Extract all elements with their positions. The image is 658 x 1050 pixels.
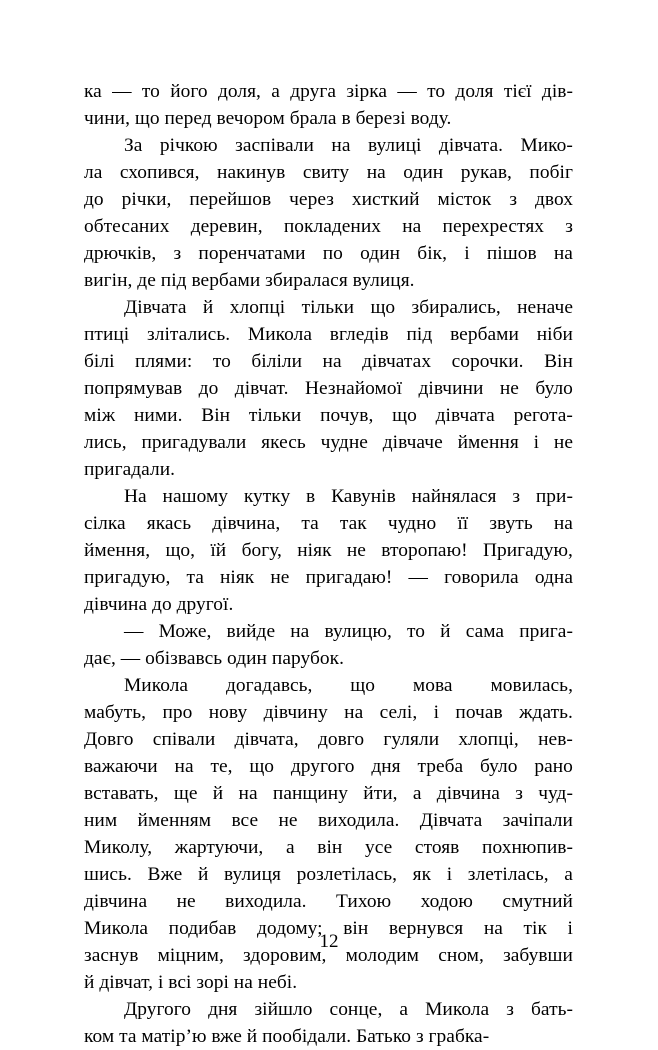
text-word: дівчат. xyxy=(234,378,289,399)
text-word: все xyxy=(231,810,259,831)
text-word: вербами xyxy=(450,324,519,345)
text-word: білі xyxy=(84,351,115,372)
text-line xyxy=(84,510,573,537)
text-word: доля, xyxy=(217,81,261,102)
text-word: Микола xyxy=(247,324,312,345)
text-word: Довго xyxy=(84,729,134,750)
text-word: подибав xyxy=(168,918,237,939)
text-word: зачіпали xyxy=(502,810,573,831)
text-word: жартуючи, xyxy=(174,837,264,858)
text-word: звуть xyxy=(489,513,533,534)
text-word: з xyxy=(506,999,514,1020)
text-word: не xyxy=(346,540,366,561)
text-word: — xyxy=(408,567,428,588)
text-word: сілка xyxy=(84,513,126,534)
text-word: на xyxy=(290,621,310,642)
text-word: панщину xyxy=(272,783,348,804)
text-word: птиці xyxy=(84,324,130,345)
text-word: її xyxy=(457,513,469,534)
text-word: на xyxy=(344,702,364,723)
text-word: а xyxy=(564,864,573,885)
text-word: та xyxy=(301,513,319,534)
text-word: з xyxy=(509,189,518,210)
text-word: вулиці xyxy=(367,135,422,156)
text-word: догадавсь, xyxy=(225,675,313,696)
text-word: сном, xyxy=(438,945,484,966)
text-word: рано xyxy=(534,756,573,777)
text-word: його xyxy=(170,81,208,102)
text-line xyxy=(84,402,573,429)
text-word: зійшло xyxy=(254,999,313,1020)
text-line xyxy=(84,483,573,510)
text-word: рукав, xyxy=(460,162,512,183)
text-word: дівчата xyxy=(435,405,495,426)
text-word: дівчини xyxy=(418,378,484,399)
text-word: плями: xyxy=(135,351,193,372)
text-line xyxy=(84,186,573,213)
text-word: покладених xyxy=(283,216,382,237)
text-word: вулиця xyxy=(224,864,282,885)
text-word: нев- xyxy=(538,729,573,750)
text-line xyxy=(84,699,573,726)
text-word: сонце, xyxy=(329,999,383,1020)
text-word: хисткий xyxy=(351,189,420,210)
text-word: доля xyxy=(455,81,494,102)
text-word: було xyxy=(479,756,518,777)
text-word: їй xyxy=(210,540,227,561)
text-word: місток xyxy=(437,189,492,210)
text-line: й дівчат, і всі зорі на небі. xyxy=(84,972,298,993)
text-word: смутний xyxy=(502,891,573,912)
text-word: дівчина xyxy=(84,891,148,912)
text-word: не xyxy=(176,891,196,912)
text-word: на xyxy=(331,135,351,156)
text-word: хлопці xyxy=(229,297,286,318)
text-word: Незнайомої xyxy=(304,378,403,399)
text-word: тієї xyxy=(503,81,532,102)
text-word: На xyxy=(124,486,147,507)
text-word: що xyxy=(249,756,275,777)
text-word: ходою xyxy=(420,891,473,912)
text-word: селі, xyxy=(379,702,418,723)
text-word: — xyxy=(124,621,144,642)
text-word: пригадую, xyxy=(84,567,171,588)
text-word: й xyxy=(440,621,451,642)
text-word: він xyxy=(343,918,369,939)
text-word: і xyxy=(446,864,453,885)
text-word: почав xyxy=(455,702,503,723)
text-word: сорочки. xyxy=(451,351,524,372)
text-word: поренчатами xyxy=(198,243,306,264)
text-word: тільки xyxy=(301,297,355,318)
text-word: на xyxy=(322,351,342,372)
text-word: на xyxy=(402,216,422,237)
text-word: важаючи xyxy=(84,756,158,777)
text-word: з xyxy=(512,486,521,507)
text-word: Дівчата xyxy=(419,810,483,831)
text-word: Дівчата xyxy=(124,297,187,318)
text-word: збирались, xyxy=(411,297,501,318)
text-line xyxy=(84,888,573,915)
text-word: вийде xyxy=(226,621,276,642)
text-word: то xyxy=(427,81,446,102)
text-word: дівчина xyxy=(436,783,500,804)
text-word: стояв xyxy=(414,837,460,858)
text-word: по xyxy=(322,243,343,264)
text-word: пригадували xyxy=(141,432,247,453)
text-word: на xyxy=(553,243,573,264)
text-word: бать- xyxy=(531,999,573,1020)
text-word: дівчину xyxy=(263,702,328,723)
text-line xyxy=(84,132,573,159)
text-word: деревин, xyxy=(190,216,263,237)
text-word: обтесаних xyxy=(84,216,170,237)
text-line xyxy=(84,429,573,456)
text-word: заспівали xyxy=(235,135,314,156)
text-word: шись. xyxy=(84,864,132,885)
text-line: пригадали. xyxy=(84,459,176,480)
text-word: між xyxy=(84,405,116,426)
text-word: то xyxy=(141,81,160,102)
text-word: злетілась, xyxy=(467,864,549,885)
text-word: другого xyxy=(290,756,355,777)
text-word: перейшов xyxy=(189,189,272,210)
text-word: дрючків, xyxy=(84,243,157,264)
text-word: Пригадую, xyxy=(482,540,573,561)
text-word: свиту xyxy=(302,162,350,183)
text-word: якась xyxy=(146,513,192,534)
text-word: друга xyxy=(290,81,337,102)
text-word: пішов xyxy=(486,243,537,264)
text-word: Мико- xyxy=(520,135,573,156)
text-word: міцним, xyxy=(157,945,224,966)
text-word: що xyxy=(370,297,396,318)
text-word: сама xyxy=(465,621,505,642)
text-word: дівчина, xyxy=(212,513,281,534)
text-word: ним xyxy=(84,810,118,831)
text-word: похнюпив- xyxy=(482,837,573,858)
text-word: а xyxy=(285,837,295,858)
body-text xyxy=(84,78,573,1050)
text-word: дня xyxy=(208,999,238,1020)
text-word: богу, xyxy=(241,540,282,561)
text-word: і xyxy=(433,702,440,723)
text-word: забувши xyxy=(503,945,573,966)
text-line xyxy=(84,807,573,834)
text-word: не xyxy=(278,810,298,831)
text-word: дня xyxy=(371,756,401,777)
text-word: річкою xyxy=(159,135,218,156)
text-line xyxy=(84,321,573,348)
text-word: на xyxy=(483,918,503,939)
text-word: так xyxy=(339,513,367,534)
text-word: дів- xyxy=(541,81,573,102)
text-word: не xyxy=(553,432,573,453)
text-word: додому; xyxy=(256,918,323,939)
text-word: біліли xyxy=(251,351,303,372)
text-word: — xyxy=(112,81,132,102)
text-word: ка xyxy=(84,81,102,102)
text-word: прига- xyxy=(519,621,573,642)
text-word: виходила. xyxy=(225,891,307,912)
text-word: з xyxy=(515,783,523,804)
text-word: співали xyxy=(152,729,216,750)
text-word: якесь xyxy=(261,432,306,453)
text-line: ком та матір’ю вже й пообідали. Батько з грабка- xyxy=(84,1026,490,1047)
text-word: мабуть, xyxy=(84,702,147,723)
text-word: що, xyxy=(165,540,196,561)
text-word: то xyxy=(212,351,231,372)
text-word: Микола xyxy=(425,999,490,1020)
text-word: — xyxy=(397,81,417,102)
text-line xyxy=(84,618,573,645)
text-word: второпаю! xyxy=(381,540,468,561)
text-word: дівчата, xyxy=(234,729,299,750)
text-word: найнялася xyxy=(411,486,497,507)
text-word: мова xyxy=(412,675,453,696)
text-word: на xyxy=(174,756,194,777)
text-word: ніби xyxy=(536,324,573,345)
text-word: при- xyxy=(535,486,573,507)
text-line xyxy=(84,375,573,402)
text-line xyxy=(84,861,573,888)
text-word: те, xyxy=(210,756,233,777)
text-word: й xyxy=(197,864,209,885)
page-number: 12 xyxy=(319,931,339,952)
text-line xyxy=(84,537,573,564)
text-line xyxy=(84,834,573,861)
text-word: а xyxy=(399,999,409,1020)
text-word: а xyxy=(412,783,422,804)
text-word: Миколу, xyxy=(84,837,153,858)
text-word: мовилась, xyxy=(490,675,573,696)
text-word: ла xyxy=(84,162,103,183)
text-line xyxy=(84,726,573,753)
text-word: на xyxy=(366,162,386,183)
text-word: розлетілась, xyxy=(296,864,398,885)
text-line xyxy=(84,213,573,240)
text-word: попрямував xyxy=(84,378,183,399)
text-word: здоровим, xyxy=(243,945,327,966)
text-line: дівчина до другої. xyxy=(84,594,234,615)
text-word: Кавунів xyxy=(331,486,396,507)
text-word: Микола xyxy=(124,675,189,696)
text-word: річки, xyxy=(121,189,172,210)
text-word: побіг xyxy=(529,162,573,183)
text-word: говорила xyxy=(444,567,519,588)
text-word: ймення, xyxy=(84,540,151,561)
text-word: кутку xyxy=(243,486,291,507)
text-word: перехрестях xyxy=(442,216,545,237)
text-word: ще xyxy=(173,783,198,804)
text-word: й xyxy=(212,783,224,804)
text-word: на xyxy=(238,783,258,804)
text-word: про xyxy=(162,702,193,723)
text-word: За xyxy=(124,135,143,156)
text-line xyxy=(84,672,573,699)
text-word: було xyxy=(535,378,573,399)
text-word: неначе xyxy=(517,297,573,318)
text-word: йменням xyxy=(137,810,212,831)
text-word: молодим xyxy=(345,945,419,966)
text-word: і xyxy=(567,918,573,939)
text-word: почув, xyxy=(320,405,374,426)
text-word: він xyxy=(317,837,343,858)
text-word: Може, xyxy=(158,621,212,642)
text-word: йти, xyxy=(363,783,398,804)
text-word: пригадаю! xyxy=(305,567,393,588)
text-word: дівчаче xyxy=(382,432,443,453)
text-line xyxy=(84,294,573,321)
text-line xyxy=(84,564,573,591)
text-line xyxy=(84,159,573,186)
text-word: що xyxy=(350,675,375,696)
text-word: не xyxy=(270,567,290,588)
text-word: ніяк xyxy=(297,540,332,561)
text-word: регота- xyxy=(513,405,573,426)
text-line xyxy=(84,240,573,267)
text-word: довго xyxy=(317,729,365,750)
text-word: двох xyxy=(535,189,573,210)
text-word: гуляли xyxy=(383,729,440,750)
text-word: вгледів xyxy=(329,324,389,345)
text-word: одна xyxy=(534,567,573,588)
text-word: виходила. xyxy=(317,810,400,831)
text-word: схопився, xyxy=(119,162,200,183)
text-word: і xyxy=(464,243,470,264)
text-word: Микола xyxy=(84,918,149,939)
text-word: та xyxy=(186,567,204,588)
text-word: лись, xyxy=(84,432,127,453)
text-word: один xyxy=(403,162,444,183)
text-word: тік xyxy=(523,918,547,939)
text-word: тільки xyxy=(248,405,302,426)
text-word: злітались. xyxy=(147,324,231,345)
text-word: Тихою xyxy=(336,891,392,912)
text-word: вставать, xyxy=(84,783,159,804)
text-word: ймення xyxy=(457,432,519,453)
text-word: вернувся xyxy=(388,918,464,939)
text-word: один xyxy=(360,243,401,264)
text-line xyxy=(84,780,573,807)
text-word: дівчатах xyxy=(362,351,432,372)
text-word: з xyxy=(565,216,573,237)
text-word: Другого xyxy=(124,999,192,1020)
text-word: на xyxy=(553,513,573,534)
text-word: до xyxy=(198,378,219,399)
text-word: під xyxy=(406,324,433,345)
text-word: що xyxy=(392,405,417,426)
text-word: й xyxy=(202,297,214,318)
text-line xyxy=(84,348,573,375)
text-word: Він xyxy=(201,405,231,426)
text-word: Він xyxy=(544,351,573,372)
text-word: до xyxy=(84,189,104,210)
text-word: Вже xyxy=(147,864,183,885)
text-word: нашому xyxy=(162,486,229,507)
text-word: треба xyxy=(417,756,464,777)
text-word: нову xyxy=(208,702,248,723)
text-line: дає, — обізвавсь один парубок. xyxy=(84,648,344,669)
text-word: то xyxy=(407,621,426,642)
text-word: чудно xyxy=(387,513,437,534)
text-word: усе xyxy=(364,837,393,858)
text-line xyxy=(84,753,573,780)
text-word: ними. xyxy=(133,405,183,426)
text-word: бік, xyxy=(417,243,448,264)
text-word: через xyxy=(289,189,334,210)
text-word: ждать. xyxy=(519,702,573,723)
text-word: хлопці, xyxy=(458,729,519,750)
text-line: вигін, де під вербами збиралася вулиця. xyxy=(84,270,415,291)
text-word: чудне xyxy=(320,432,368,453)
text-word: зірка xyxy=(346,81,388,102)
text-line xyxy=(84,996,573,1023)
text-word: дівчата. xyxy=(438,135,503,156)
text-word: чуд- xyxy=(538,783,573,804)
text-word: з xyxy=(173,243,182,264)
text-word: а xyxy=(271,81,280,102)
text-word: в xyxy=(306,486,316,507)
text-word: накинув xyxy=(217,162,286,183)
text-line xyxy=(84,78,573,105)
text-word: заснув xyxy=(84,945,139,966)
text-line: чини, що перед вечором брала в березі воду. xyxy=(84,108,452,129)
text-word: не xyxy=(499,378,519,399)
text-word: як xyxy=(412,864,432,885)
text-word: ніяк xyxy=(219,567,255,588)
text-word: вулицю, xyxy=(324,621,392,642)
text-word: і xyxy=(533,432,540,453)
